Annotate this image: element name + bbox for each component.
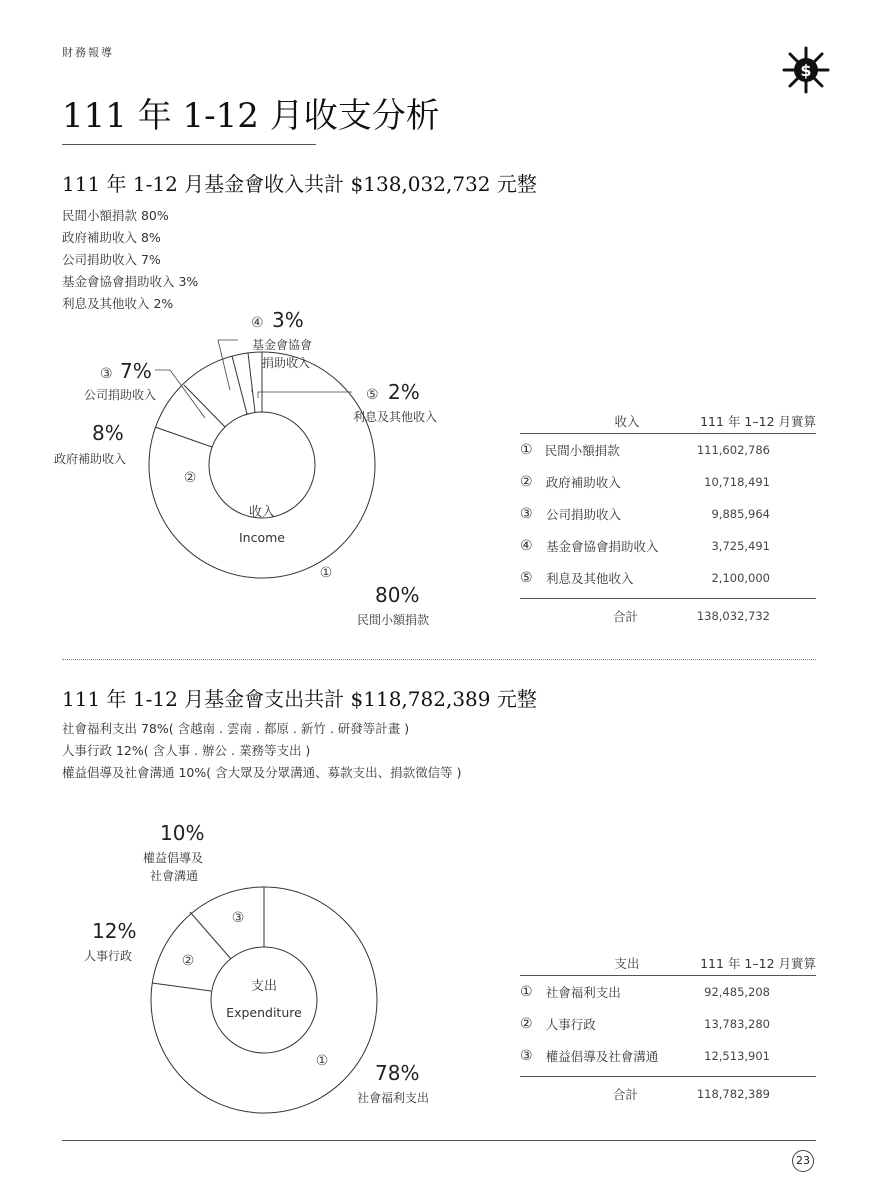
total-label: 合計 [612, 1086, 638, 1102]
list-item: 政府補助收入 8% [62, 230, 161, 245]
callout-marker: ③ [100, 366, 113, 382]
column-header: 支出 [614, 955, 640, 971]
table-row [520, 1040, 816, 1072]
callout-pct: 78% [375, 1061, 420, 1085]
row-value: 2,100,000 [711, 571, 770, 585]
table-header [520, 408, 816, 434]
section-divider [62, 659, 816, 660]
row-value: 3,725,491 [711, 539, 770, 553]
row-marker: ③ [520, 506, 533, 522]
table-row [520, 976, 816, 1008]
center-label-en: Income [239, 530, 285, 545]
callout-label: 利息及其他收入 [353, 410, 438, 424]
list-item: 公司捐助收入 7% [62, 252, 161, 267]
callout-pct: 12% [92, 919, 137, 943]
column-header: 收入 [614, 413, 640, 429]
list-item: 利息及其他收入 2% [62, 296, 174, 311]
title-divider [62, 144, 316, 145]
expenditure-heading: 111 年 1-12 月基金會支出共計 $118,782,389 元整 [62, 687, 537, 711]
row-marker: ② [520, 1016, 533, 1032]
donut-inner-ring [211, 947, 317, 1053]
expenditure-donut-chart [0, 810, 520, 1130]
row-marker: ③ [520, 1048, 533, 1064]
callout-label: 基金會協會 [252, 338, 313, 352]
center-label-en: Expenditure [226, 1005, 302, 1020]
row-marker: ① [520, 442, 533, 458]
callout-pct: 8% [92, 421, 124, 445]
slice-marker: ① [319, 565, 333, 581]
list-item: 人事行政 12%( 含人事 . 辦公 . 業務等支出 ) [62, 743, 311, 758]
slice-divider [232, 356, 247, 414]
table-row [520, 1008, 816, 1040]
table-row [520, 498, 816, 530]
row-label: 公司捐助收入 [546, 507, 622, 522]
table-row [520, 466, 816, 498]
callout-label: 社會福利支出 [357, 1091, 430, 1105]
callout-pct: 7% [120, 359, 152, 383]
callout-label: 人事行政 [84, 949, 133, 963]
callout-label: 捐助收入 [262, 356, 311, 370]
callout-marker: ④ [251, 315, 264, 331]
column-header: 111 年 1–12 月實算 [700, 413, 816, 429]
slice-divider [248, 353, 255, 412]
callout-marker: ⑤ [366, 387, 379, 403]
row-value: 10,718,491 [704, 475, 770, 489]
list-item: 基金會協會捐助收入 3% [62, 274, 199, 289]
row-label: 基金會協會捐助收入 [546, 539, 659, 554]
income-list [62, 205, 198, 315]
callout-label: 民間小額捐款 [357, 613, 430, 627]
callout-leader [258, 392, 352, 398]
row-label: 民間小額捐款 [544, 443, 620, 458]
row-value: 92,485,208 [704, 985, 770, 999]
callout-pct: 3% [272, 308, 304, 332]
row-marker: ⑤ [520, 570, 533, 586]
row-marker: ④ [520, 538, 533, 554]
slice-marker: ② [183, 470, 197, 486]
slice-divider [184, 385, 225, 427]
footer-divider [62, 1140, 816, 1141]
table-row [520, 562, 816, 594]
slice-divider [152, 983, 211, 991]
slice-divider [155, 427, 212, 447]
slice-marker: ① [315, 1053, 329, 1069]
center-label: 收入 [248, 505, 276, 520]
page-title: 111 年 1-12 月收支分析 [62, 96, 440, 136]
slice-marker: ③ [231, 910, 245, 926]
list-item: 社會福利支出 78%( 含越南 . 雲南 . 都原 . 新竹 . 研發等計畫 ) [62, 721, 410, 736]
list-item: 權益倡導及社會溝通 10%( 含大眾及分眾溝通、募款支出、捐款徵信等 ) [62, 765, 462, 780]
row-value: 111,602,786 [696, 443, 770, 457]
row-marker: ② [520, 474, 533, 490]
table-row [520, 530, 816, 562]
callout-label: 政府補助收入 [54, 452, 127, 466]
callout-pct: 2% [388, 380, 420, 404]
callout-label: 公司捐助收入 [84, 388, 157, 402]
list-item: 民間小額捐款 80% [62, 208, 169, 223]
total-label: 合計 [612, 608, 638, 624]
page-number: 23 [792, 1150, 814, 1172]
svg-text:$: $ [800, 61, 812, 80]
table-total-row [520, 1076, 816, 1110]
dollar-sun-icon [782, 46, 830, 94]
table-total-row [520, 598, 816, 632]
expenditure-list [62, 718, 461, 784]
row-label: 政府補助收入 [545, 475, 621, 490]
callout-leader [218, 340, 238, 390]
donut-inner-ring [209, 412, 315, 518]
table-header [520, 950, 816, 976]
table-row [520, 434, 816, 466]
row-label: 權益倡導及社會溝通 [545, 1049, 659, 1064]
callout-label: 權益倡導及 [143, 851, 204, 865]
row-label: 社會福利支出 [545, 985, 621, 1000]
column-header: 111 年 1–12 月實算 [700, 955, 816, 971]
row-value: 9,885,964 [711, 507, 770, 521]
callout-label: 社會溝通 [150, 869, 199, 883]
income-heading: 111 年 1-12 月基金會收入共計 $138,032,732 元整 [62, 172, 537, 196]
callout-pct: 80% [375, 583, 420, 607]
row-label: 人事行政 [545, 1017, 596, 1032]
income-table [520, 408, 816, 632]
total-value: 138,032,732 [696, 608, 770, 623]
total-value: 118,782,389 [696, 1086, 770, 1101]
slice-divider [190, 912, 231, 959]
row-value: 12,513,901 [704, 1049, 770, 1063]
income-donut-chart [0, 300, 520, 640]
slice-marker: ② [181, 953, 195, 969]
row-marker: ① [520, 984, 533, 1000]
center-label: 支出 [250, 979, 278, 994]
callout-pct: 10% [160, 821, 205, 845]
row-value: 13,783,280 [704, 1017, 770, 1031]
section-label: 財務報導 [62, 46, 114, 59]
row-label: 利息及其他收入 [546, 571, 634, 586]
expenditure-table [520, 950, 816, 1110]
